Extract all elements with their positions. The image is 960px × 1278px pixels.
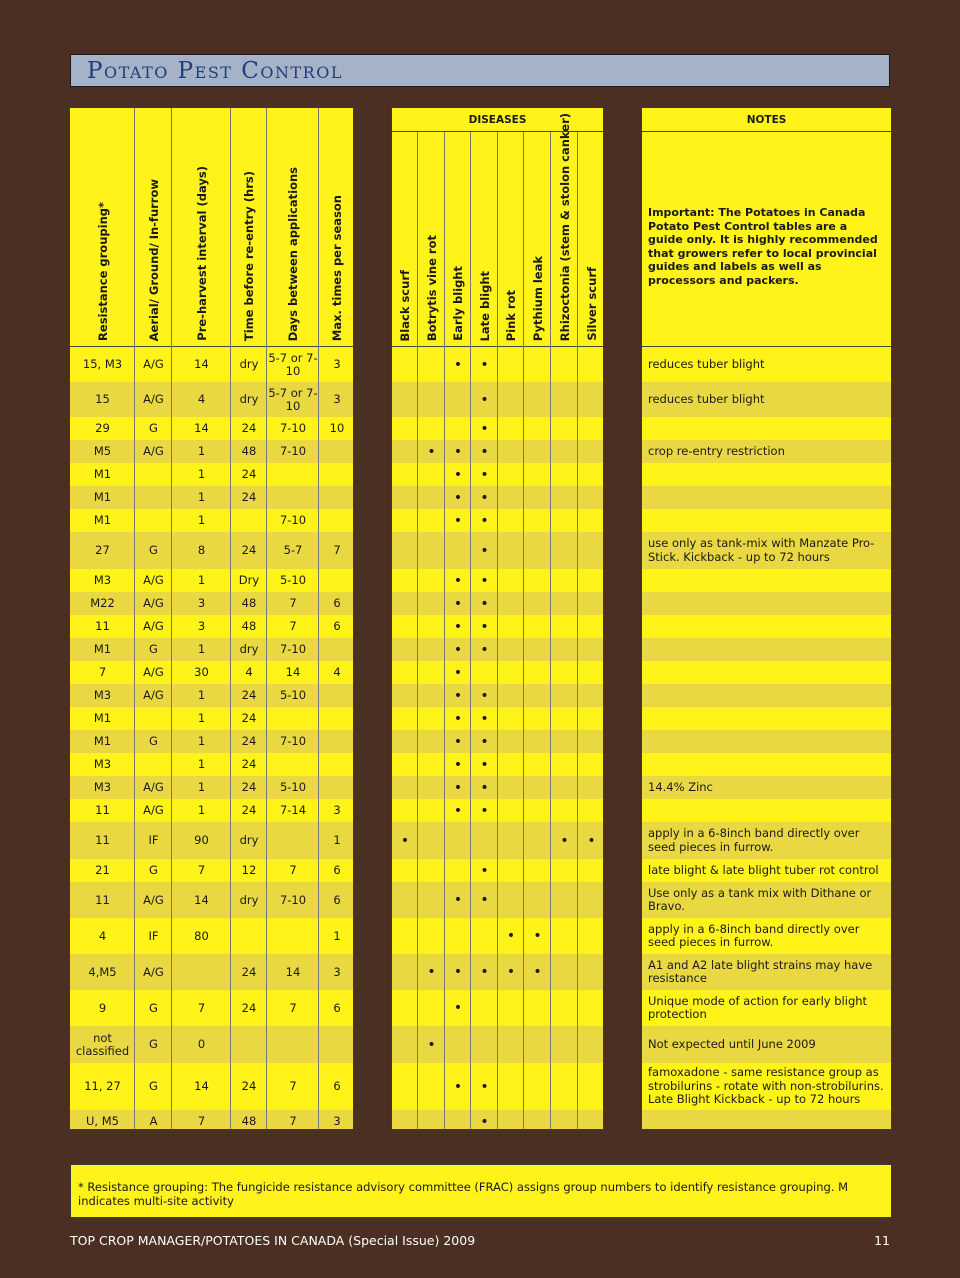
column-header-label: Days between applications bbox=[286, 166, 300, 341]
table-cell: A bbox=[149, 1114, 158, 1128]
table-cell: 3 bbox=[333, 392, 341, 406]
table-cell: 24 bbox=[241, 1079, 257, 1093]
table-cell bbox=[319, 753, 354, 776]
table-cell: 1 bbox=[197, 513, 206, 527]
table-cell: M1 bbox=[93, 642, 112, 656]
table-cell: 8 bbox=[197, 543, 206, 557]
table-cell: 10 bbox=[329, 421, 345, 435]
disease-mark: • bbox=[506, 928, 516, 944]
disease-mark: • bbox=[427, 443, 436, 460]
table-cell bbox=[231, 918, 267, 954]
table-cell: 24 bbox=[241, 757, 257, 771]
disease-header bbox=[498, 108, 524, 347]
table-cell: 27 bbox=[95, 543, 110, 557]
disease-header-label: Late blight bbox=[477, 270, 492, 341]
table-cell: 14 bbox=[194, 1079, 209, 1093]
table-cell: A/G bbox=[143, 688, 164, 702]
table-cell bbox=[231, 509, 267, 532]
table-cell bbox=[319, 486, 354, 509]
table-cell: A/G bbox=[143, 596, 164, 610]
table-cell: 7-10 bbox=[279, 444, 307, 458]
row-note bbox=[648, 592, 886, 615]
disease-mark: • bbox=[453, 664, 463, 681]
column-header-label: Time before re-entry (hrs) bbox=[242, 170, 256, 341]
table-cell: dry bbox=[239, 642, 259, 656]
table-cell bbox=[319, 569, 354, 592]
disease-mark: • bbox=[427, 964, 436, 980]
table-cell: 7-10 bbox=[279, 734, 307, 748]
disease-mark: • bbox=[480, 964, 489, 980]
disease-mark: • bbox=[480, 710, 489, 727]
table-cell: 24 bbox=[241, 1000, 257, 1015]
page-number: 11 bbox=[874, 1233, 890, 1248]
disease-mark: • bbox=[480, 489, 489, 506]
disease-mark: • bbox=[480, 862, 489, 879]
table-cell bbox=[231, 1026, 267, 1063]
column-header bbox=[135, 108, 172, 347]
disease-mark: • bbox=[480, 391, 489, 408]
row-note bbox=[648, 753, 886, 776]
table-cell bbox=[319, 463, 354, 486]
table-cell: 7-10 bbox=[279, 892, 307, 907]
table-cell: G bbox=[149, 642, 158, 656]
table-cell: A/G bbox=[143, 892, 164, 907]
table-cell: 4,M5 bbox=[88, 964, 117, 979]
column-header-label: Pre-harvest interval (days) bbox=[194, 166, 209, 341]
disease-mark: • bbox=[453, 802, 463, 819]
table-cell bbox=[319, 776, 354, 799]
row-note bbox=[648, 1110, 886, 1130]
table-cell: 4 bbox=[98, 928, 107, 943]
table-cell: A/G bbox=[143, 780, 164, 794]
table-cell: 0 bbox=[197, 1037, 206, 1051]
table-cell: 1 bbox=[197, 490, 206, 504]
table-cell: 30 bbox=[194, 665, 209, 679]
table-cell: M3 bbox=[93, 757, 112, 771]
row-note bbox=[648, 638, 886, 661]
table-cell: 7 bbox=[289, 1079, 297, 1093]
table-cell: dry bbox=[239, 892, 259, 907]
table-cell bbox=[135, 509, 172, 532]
table-cell: 5-7 bbox=[283, 543, 303, 557]
disease-mark: • bbox=[427, 1036, 436, 1053]
table-cell bbox=[267, 753, 319, 776]
column-header bbox=[231, 108, 267, 347]
disease-mark: • bbox=[480, 466, 489, 483]
table-cell: 1 bbox=[197, 573, 206, 587]
table-cell: M1 bbox=[93, 467, 112, 481]
row-note bbox=[648, 730, 886, 753]
disease-mark: • bbox=[480, 356, 489, 373]
disease-mark: • bbox=[587, 832, 596, 849]
row-note: A1 and A2 late blight strains may have resistance bbox=[648, 957, 873, 985]
disease-mark: • bbox=[453, 892, 463, 908]
table-cell: 5-10 bbox=[279, 573, 307, 587]
table-cell: M1 bbox=[93, 490, 112, 504]
table-cell: 7 bbox=[197, 1114, 206, 1128]
table-cell: A/G bbox=[143, 964, 164, 979]
disease-mark: • bbox=[533, 928, 542, 944]
disease-mark: • bbox=[453, 1000, 463, 1016]
disease-mark: • bbox=[480, 733, 489, 750]
diseases-title: DISEASES bbox=[468, 114, 527, 126]
table-cell: G bbox=[149, 734, 158, 748]
disease-header bbox=[392, 108, 418, 347]
table-cell: 15, M3 bbox=[82, 357, 123, 371]
row-note bbox=[648, 615, 886, 638]
table-cell: 1 bbox=[197, 642, 206, 656]
disease-header bbox=[418, 108, 445, 347]
table-cell: 6 bbox=[333, 596, 341, 610]
row-note bbox=[648, 417, 886, 440]
diseases-table bbox=[391, 107, 604, 1130]
disease-mark: • bbox=[453, 1078, 463, 1095]
table-cell: G bbox=[149, 543, 158, 557]
row-note: Not expected until June 2009 bbox=[648, 1036, 816, 1051]
table-cell: 7 bbox=[289, 596, 297, 610]
table-cell: 7 bbox=[289, 1114, 297, 1128]
disease-header-label: Botrytis vine rot bbox=[424, 234, 439, 341]
table-cell: 1 bbox=[333, 833, 341, 847]
disease-mark: • bbox=[480, 892, 489, 908]
table-cell: 11 bbox=[95, 803, 110, 817]
table-cell: 24 bbox=[241, 711, 257, 725]
product-details-table bbox=[69, 107, 354, 1130]
row-note bbox=[648, 509, 886, 532]
disease-mark: • bbox=[480, 420, 489, 437]
table-cell: 7 bbox=[98, 665, 107, 679]
disease-header-label: Pythium leak bbox=[530, 255, 545, 341]
table-cell: 5-7 or 7-10 bbox=[268, 350, 318, 378]
table-cell: 24 bbox=[241, 543, 257, 557]
table-cell: 5-10 bbox=[279, 780, 307, 794]
disease-mark: • bbox=[453, 618, 463, 635]
table-cell: A/G bbox=[143, 803, 164, 817]
table-cell: A/G bbox=[143, 619, 164, 633]
table-cell: 3 bbox=[197, 596, 206, 610]
table-cell: 3 bbox=[333, 803, 341, 817]
table-cell: 3 bbox=[333, 1114, 341, 1128]
table-cell bbox=[135, 707, 172, 730]
disease-mark: • bbox=[480, 595, 489, 612]
table-cell: 24 bbox=[241, 734, 257, 748]
row-note: famoxadone - same resistance group as strobilurins - rotate with non-strobilurins. Late Blight Kickback - up to 72 hours bbox=[648, 1065, 884, 1107]
table-cell: 7-10 bbox=[279, 642, 307, 656]
table-cell bbox=[135, 753, 172, 776]
row-note: apply in a 6-8inch band directly over seed pieces in furrow. bbox=[648, 826, 860, 854]
disease-mark: • bbox=[506, 964, 516, 980]
disease-mark: • bbox=[560, 832, 569, 849]
disease-mark: • bbox=[453, 687, 463, 704]
important-note: Important: The Potatoes in Canada Potato Pest Control tables are a guide only. It is highly recommended that growers refer to local provincial guides and labels as well as processors and packers. bbox=[648, 206, 878, 287]
table-cell: 24 bbox=[241, 421, 257, 435]
table-cell: 80 bbox=[194, 928, 209, 943]
disease-mark: • bbox=[453, 443, 463, 460]
disease-mark: • bbox=[453, 356, 463, 373]
row-note: reduces tuber blight bbox=[648, 356, 765, 371]
row-note bbox=[648, 707, 886, 730]
table-cell bbox=[267, 1026, 319, 1063]
table-cell: 90 bbox=[194, 833, 209, 847]
disease-mark: • bbox=[453, 710, 463, 727]
table-cell: 15 bbox=[95, 392, 110, 406]
table-cell bbox=[267, 486, 319, 509]
table-cell: 48 bbox=[241, 596, 257, 610]
table-cell: 14 bbox=[194, 892, 209, 907]
table-cell: G bbox=[149, 1000, 158, 1015]
table-cell: A/G bbox=[143, 392, 164, 406]
table-cell: 7 bbox=[333, 543, 341, 557]
disease-header-label: Rhizoctonia (stem & stolon canker) bbox=[557, 112, 572, 341]
table-cell: 12 bbox=[241, 863, 257, 877]
footnote-text: * Resistance grouping: The fungicide resistance advisory committee (FRAC) assigns group numbers to identify resistance grouping. M indicates multi-site activity bbox=[78, 1180, 849, 1208]
disease-mark: • bbox=[480, 1078, 489, 1095]
table-cell: 14 bbox=[285, 964, 301, 979]
row-note: reduces tuber blight bbox=[648, 391, 765, 406]
table-cell bbox=[319, 440, 354, 463]
disease-mark: • bbox=[453, 733, 463, 750]
table-cell: 6 bbox=[333, 863, 341, 877]
disease-mark: • bbox=[400, 832, 410, 849]
disease-header-label: Silver scurf bbox=[584, 267, 599, 341]
disease-mark: • bbox=[480, 687, 489, 704]
table-cell: 24 bbox=[241, 688, 257, 702]
table-cell: G bbox=[149, 1079, 158, 1093]
table-cell: 48 bbox=[241, 444, 257, 458]
table-cell: 7-10 bbox=[279, 421, 307, 435]
table-cell bbox=[267, 822, 319, 859]
table-cell: 1 bbox=[197, 688, 206, 702]
column-header bbox=[267, 108, 319, 347]
table-cell bbox=[319, 707, 354, 730]
table-cell bbox=[319, 509, 354, 532]
column-header-label: Resistance grouping* bbox=[95, 202, 110, 341]
column-header-label: Aerial/ Ground/ In-furrow bbox=[146, 178, 161, 341]
table-cell: 1 bbox=[197, 734, 206, 748]
table-cell bbox=[267, 463, 319, 486]
disease-header bbox=[524, 108, 551, 347]
row-note bbox=[648, 684, 886, 707]
column-header bbox=[319, 108, 354, 347]
table-cell: U, M5 bbox=[86, 1114, 119, 1128]
table-cell: A/G bbox=[143, 444, 164, 458]
disease-header bbox=[578, 108, 604, 347]
disease-header-label: Pink rot bbox=[504, 289, 518, 341]
table-cell: 11, 27 bbox=[84, 1079, 121, 1093]
row-note bbox=[648, 799, 886, 822]
row-note: apply in a 6-8inch band directly over seed pieces in furrow. bbox=[648, 921, 860, 949]
disease-mark: • bbox=[480, 1113, 489, 1130]
disease-mark: • bbox=[480, 779, 489, 796]
disease-mark: • bbox=[480, 641, 489, 658]
table-cell: A/G bbox=[143, 573, 164, 587]
table-cell: 24 bbox=[241, 964, 257, 979]
table-cell: dry bbox=[239, 357, 259, 371]
table-cell: 1 bbox=[197, 467, 206, 481]
table-cell: 14 bbox=[194, 421, 209, 435]
table-cell: M1 bbox=[93, 734, 112, 748]
table-cell: 21 bbox=[95, 863, 110, 877]
disease-mark: • bbox=[453, 489, 463, 506]
table-cell: 7 bbox=[197, 863, 206, 877]
notes-title: NOTES bbox=[746, 114, 787, 126]
disease-mark: • bbox=[480, 756, 489, 773]
row-note: crop re-entry restriction bbox=[648, 443, 785, 458]
row-note: 14.4% Zinc bbox=[648, 779, 713, 794]
table-cell: 7 bbox=[289, 863, 297, 877]
table-cell bbox=[267, 707, 319, 730]
table-cell: 48 bbox=[241, 1114, 257, 1128]
table-cell: 24 bbox=[241, 780, 257, 794]
disease-mark: • bbox=[480, 802, 489, 819]
table-cell: 7 bbox=[289, 619, 297, 633]
disease-mark: • bbox=[480, 512, 489, 529]
disease-mark: • bbox=[480, 618, 489, 635]
row-note bbox=[648, 486, 886, 509]
table-cell: 4 bbox=[245, 665, 253, 679]
title-bar bbox=[70, 54, 890, 87]
row-note: late blight & late blight tuber rot control bbox=[648, 862, 879, 877]
row-note: use only as tank-mix with Manzate Pro-Stick. Kickback - up to 72 hours bbox=[648, 536, 875, 564]
table-cell: M5 bbox=[93, 444, 112, 458]
disease-mark: • bbox=[453, 756, 463, 773]
table-cell: 5-10 bbox=[279, 688, 307, 702]
footnote-box bbox=[70, 1164, 892, 1218]
table-cell: 29 bbox=[95, 421, 110, 435]
table-cell: M3 bbox=[93, 780, 112, 794]
table-cell: dry bbox=[239, 392, 259, 406]
table-cell: 6 bbox=[333, 1000, 341, 1015]
table-cell: 11 bbox=[95, 833, 110, 847]
table-cell: 11 bbox=[95, 892, 110, 907]
table-cell: 7-10 bbox=[279, 513, 307, 527]
table-cell: 1 bbox=[197, 803, 206, 817]
table-cell: 14 bbox=[285, 665, 301, 679]
table-cell: A/G bbox=[143, 357, 164, 371]
column-header bbox=[70, 108, 135, 347]
table-cell: 5-7 or 7-10 bbox=[268, 385, 318, 413]
table-cell: G bbox=[149, 863, 158, 877]
row-note: Unique mode of action for early blight protection bbox=[648, 993, 868, 1021]
disease-mark: • bbox=[453, 779, 463, 796]
table-cell: 3 bbox=[197, 619, 206, 633]
table-cell: M3 bbox=[93, 573, 112, 587]
table-cell: 24 bbox=[241, 467, 257, 481]
table-cell: 24 bbox=[241, 803, 257, 817]
table-cell: 1 bbox=[197, 757, 206, 771]
row-note: Use only as a tank mix with Dithane or Bravo. bbox=[648, 885, 872, 913]
table-cell: A/G bbox=[143, 665, 164, 679]
table-cell: 1 bbox=[197, 711, 206, 725]
notes-table bbox=[641, 107, 892, 1130]
table-cell: G bbox=[149, 421, 158, 435]
footer-publication: TOP CROP MANAGER/POTATOES IN CANADA (Special Issue) 2009 bbox=[70, 1233, 476, 1248]
column-header bbox=[172, 108, 231, 347]
table-cell: 24 bbox=[241, 490, 257, 504]
table-cell bbox=[135, 463, 172, 486]
disease-mark: • bbox=[453, 512, 463, 529]
table-cell: 11 bbox=[95, 619, 110, 633]
disease-mark: • bbox=[480, 542, 489, 559]
table-cell: 1 bbox=[197, 780, 206, 794]
disease-mark: • bbox=[453, 641, 463, 658]
table-cell: 1 bbox=[197, 444, 206, 458]
disease-mark: • bbox=[453, 595, 463, 612]
disease-header bbox=[551, 108, 578, 347]
disease-mark: • bbox=[453, 466, 463, 483]
table-cell: 14 bbox=[194, 357, 209, 371]
row-note bbox=[648, 569, 886, 592]
table-cell: 6 bbox=[333, 892, 341, 907]
table-cell: 6 bbox=[333, 619, 341, 633]
table-cell: 4 bbox=[197, 392, 206, 406]
table-cell: 3 bbox=[333, 964, 341, 979]
disease-mark: • bbox=[453, 964, 463, 980]
table-cell: 6 bbox=[333, 1079, 341, 1093]
disease-header bbox=[445, 108, 471, 347]
column-header-label: Max. times per season bbox=[330, 194, 344, 341]
row-note bbox=[648, 463, 886, 486]
disease-mark: • bbox=[453, 572, 463, 589]
table-cell: M1 bbox=[93, 513, 112, 527]
notes-title-divider bbox=[642, 131, 891, 132]
table-cell: 7 bbox=[289, 1000, 297, 1015]
table-cell bbox=[319, 638, 354, 661]
table-cell: 1 bbox=[333, 928, 341, 943]
table-cell: M22 bbox=[90, 596, 115, 610]
table-cell bbox=[135, 486, 172, 509]
row-note bbox=[648, 661, 886, 684]
table-cell: not classified bbox=[75, 1030, 130, 1058]
table-cell bbox=[172, 954, 231, 990]
page-title: Potato Pest Control bbox=[87, 58, 343, 84]
table-cell bbox=[319, 684, 354, 707]
table-cell: 48 bbox=[241, 619, 257, 633]
disease-header bbox=[471, 108, 498, 347]
table-cell: IF bbox=[148, 928, 159, 943]
disease-mark: • bbox=[480, 572, 489, 589]
table-cell: M1 bbox=[93, 711, 112, 725]
disease-mark: • bbox=[480, 443, 489, 460]
table-cell: 3 bbox=[333, 357, 341, 371]
table-cell: M3 bbox=[93, 688, 112, 702]
table-cell: 9 bbox=[98, 1000, 107, 1015]
table-cell bbox=[319, 1026, 354, 1063]
table-cell bbox=[267, 918, 319, 954]
disease-mark: • bbox=[533, 964, 542, 980]
table-cell: 7-14 bbox=[279, 803, 307, 817]
table-cell: dry bbox=[239, 833, 259, 847]
table-cell: IF bbox=[148, 833, 159, 847]
table-cell: Dry bbox=[238, 573, 260, 587]
table-cell: 7 bbox=[197, 1000, 206, 1015]
disease-header-label: Black scurf bbox=[398, 269, 412, 341]
table-cell: 4 bbox=[333, 665, 341, 679]
table-cell: G bbox=[149, 1037, 158, 1051]
disease-header-label: Early blight bbox=[451, 266, 465, 341]
table-cell bbox=[319, 730, 354, 753]
